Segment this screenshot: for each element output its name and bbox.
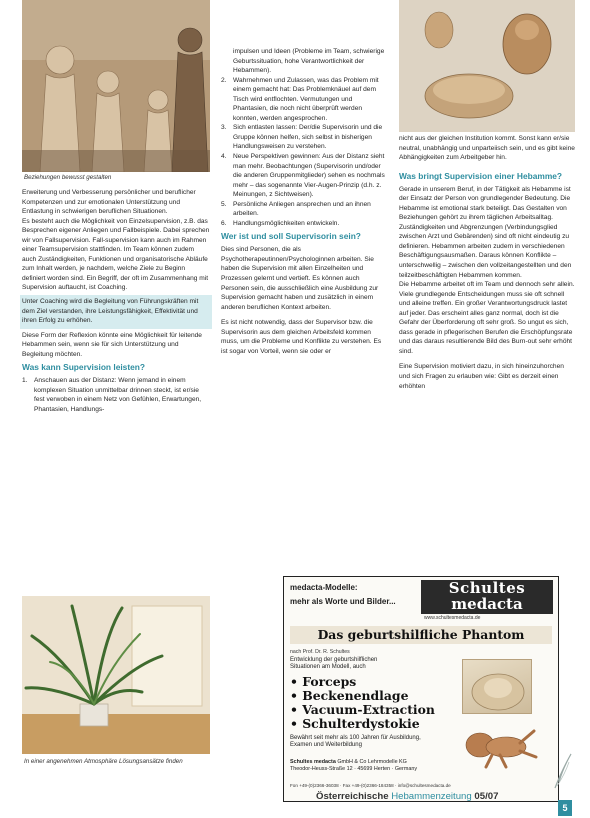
ad-note: Bewährt seit mehr als 100 Jahren für Ausbildung, Examen und Weiterbildung — [290, 735, 421, 749]
paragraph: Es ist nicht notwendig, dass der Supervisor bzw. die Supervisorin aus dem gleichen Arbeitsfeld kommen muss, um die Probleme und Konflikte zu verstehen. Es ist sogar von Vorteil, wenn sie oder er — [221, 319, 382, 355]
paragraph: Es besteht auch die Möglichkeit von Einzelsupervision, z.B. das Besprechen eigener Anliegen und Fallbeispiele. Dabei sprechen wir von Fallsupervision. Fall-supervision kann auch im Rahmen einer Teamsupervision stattfinden. Im Team können zudem auch Zuständigkeiten, Funktionen und organisatorische Abläufe zum Inhalt werden, je nachdem, welche Ziele zu Beginn definiert worden sind. Ein Begriff, der oft im Zusammenhang mit Supervision auftaucht, ist Coaching. — [22, 217, 210, 292]
section-heading: Was kann Supervision leisten? — [22, 362, 146, 373]
ad-feature: • Vacuum-Extraction — [290, 702, 435, 717]
column-right — [399, 134, 575, 391]
ad-author: nach Prof. Dr. R. Schultes — [290, 649, 350, 655]
ad-address: Theodor-Heuss-Straße 12 · 45699 Herten · Germany — [290, 765, 418, 772]
figures-caption: Beziehungen bewusst gestalten — [24, 174, 112, 181]
list-number: 6. — [221, 219, 227, 227]
benefit-list-continued — [221, 76, 387, 229]
paragraph: Dies sind Personen, die als Psychotherapeutinnen/Psychologinnen arbeiten. Sie haben die Supervision mit allen Einzelheiten und Prozessen gelernt und vertieft. Es können auch Personen sein, die ausschließlich eine Ausbildung zur Supervision gemacht haben und zusätzlich in einem anderen beruflichen Kontext arbeiten. — [221, 246, 379, 311]
room-caption: In einer angenehmen Atmosphäre Lösungsansätze finden — [24, 758, 183, 765]
ad-tagline-1: medacta-Modelle: — [290, 583, 358, 592]
list-text: Anschauen aus der Distanz: Wenn jemand in einem komplexen Situation unmittelbar drinnen steckt, ist er/sie fest verwoben in einem Netz von Gefühlen, Erwartungen, Phantasien, Handlungs- — [34, 377, 202, 413]
phantom-model-illustration — [463, 660, 533, 715]
section-heading: Was bringt Supervision einer Hebamme? — [399, 170, 563, 181]
ad-company — [290, 759, 440, 772]
paragraph: Eine Supervision motiviert dazu, in sich hineinzuhorchen und sich Fragen zu erlauben wie: Gibt es derzeit einen erhöhten — [399, 363, 564, 390]
list-item — [221, 76, 387, 124]
schultes-medacta-advertisement[interactable] — [283, 576, 559, 802]
paragraph: nicht aus der gleichen Institution kommt. Sonst kann er/sie neutral, unabhängig und unparteiisch sein, und es gibt keine Abhängigkeiten zum Arbeitgeber hin. — [399, 135, 575, 162]
coaching-highlight-box — [20, 295, 212, 329]
wooden-dolls-photo — [399, 0, 575, 132]
footer-title-1: Österreichische — [316, 791, 392, 802]
baby-doll-illustration — [450, 717, 538, 769]
logo-line-2: medacta — [451, 595, 523, 613]
ad-description: Entwicklung der geburtshilflichen Situationen am Modell, auch — [290, 657, 378, 671]
ad-tagline-2: mehr als Worte und Bilder... — [290, 597, 396, 606]
paragraph: Diese Form der Reflexion könnte eine Möglichkeit für leitende Hebammen sein, wenn sie für sich Unterstützung und Begleitung möchten. — [22, 331, 202, 358]
logo-line-1: Schultes — [448, 579, 526, 597]
ad-company-suffix: GmbH & Co Lehrmodelle KG — [335, 759, 407, 765]
wooden-figures-illustration — [22, 0, 210, 172]
ad-contact: Fon +49-(0)2366-36038 · Fax +49-(0)2366-184358 · info@schultesmedacta.de — [290, 783, 451, 788]
list-text: Sich entlasten lassen: Der/die Supervisorin und die Gruppe können helfen, sich selbst in bisherigen Handlungsweisen zu verstehen. — [233, 124, 383, 151]
column-middle — [221, 47, 387, 356]
section-heading: Wer ist und soll Supervisorin sein? — [221, 231, 361, 242]
list-text: Wahrnehmen und Zulassen, was das Problem mit einem gemacht hat: Das Problemknäuel auf dem Tisch wird entflochten. Vermutungen und Phantasien, die noch nicht überprüft werden konnten, werden angesprochen. — [233, 76, 379, 122]
ad-feature: • Schulterdystokie — [290, 716, 420, 731]
wooden-figures-photo — [22, 0, 210, 172]
footer-issue: 05/07 — [474, 791, 499, 802]
paragraph: impulsen und Ideen (Probleme im Team, schwierige Geburtssituation, hohe Verantwortlichkeit der Hebammen). — [233, 48, 385, 75]
paragraph: Gerade in unserem Beruf, in der Tätigkeit als Hebamme ist der Einsatz der Person von grundlegender Bedeutung. Die Hebamme ist emotional stark beteiligt. Das Gestalten von Beziehungen gehört zu ihrem täglichen Arbeitsalltag. Zuständigkeiten und Abgrenzungen (Verbindungsglied zwischen Arzt und Gebärenden) sind oft nicht eindeutig zu definieren. Hebammen arbeiten zudem in verschiedenen Beschäftigungsausmaßen. Daraus können Konflikte – unterschwellig – zwischen den vollzeitangestellten und den teilzeitbeschäftigten Hebammen kommen. — [399, 185, 572, 279]
list-number: 3. — [221, 124, 227, 132]
ad-feature: • Forceps — [290, 674, 357, 689]
ad-feature: • Beckenendlage — [290, 688, 409, 703]
nesting-dolls-illustration — [399, 0, 575, 132]
list-item — [221, 200, 387, 219]
ad-feature-list — [290, 675, 435, 731]
room-with-plant-illustration — [22, 596, 210, 754]
schultes-medacta-logo — [421, 580, 553, 614]
list-text: Persönliche Anliegen ansprechen und an ihnen arbeiten. — [233, 200, 371, 218]
list-item — [221, 123, 387, 152]
ad-product-title: Das geburtshilfliche Phantom — [290, 626, 552, 644]
feather-icon — [551, 752, 573, 790]
list-number: 2. — [221, 76, 227, 84]
page-number: 5 — [558, 800, 572, 816]
benefit-list — [22, 376, 210, 414]
list-text: Neue Perspektiven gewinnen: Aus der Distanz sieht man mehr. Beobachtungen (Supervisorin und/oder die anderen Gruppenmitglieder) sehen es nochmals mehr – das sogenannte Vier-Augen-Prinzip (d.h. z. Meinungen, z Sichtweisen). — [233, 153, 385, 199]
list-number: 4. — [221, 153, 227, 161]
list-text: Handlungsmöglichkeiten entwickeln. — [233, 219, 340, 227]
list-item — [221, 219, 387, 229]
column-left — [22, 188, 210, 414]
highlight-text: Unter Coaching wird die Begleitung von Führungskräften mit dem Ziel verstanden, ihre Leistungsfähigkeit, Effektivität und ihren Erfolg zu erhöhen. — [22, 298, 199, 325]
footer-title-2: Hebammenzeitung — [391, 791, 475, 802]
list-item — [221, 152, 387, 200]
ad-company-name: Schultes medacta — [290, 759, 336, 765]
baby-doll-image — [450, 717, 538, 769]
list-number: 1. — [22, 377, 28, 385]
paragraph: Die Hebamme arbeitet oft im Team und dennoch sehr allein. Viele grundlegende Entscheidungen muss sie oft schnell und alleine treffen. Ein großer Verantwortungsdruck lastet auf jeder. Das erscheint alles ganz normal, doch ist die Gefahr der Überforderung oft sehr groß. So ungut es sich, dass gerade in pflegerischen Berufen die Erschöpfungsrate und das daraus resultierende Bild des Burn-out sehr erhöht sind. — [399, 281, 575, 355]
phantom-model-image — [462, 659, 532, 714]
list-number: 5. — [221, 200, 227, 208]
ad-website[interactable]: www.schultesmedacta.de — [424, 615, 481, 621]
list-item — [22, 376, 210, 414]
magazine-footer — [316, 791, 498, 802]
plant-room-photo — [22, 596, 210, 754]
paragraph: Erweiterung und Verbesserung persönlicher und beruflicher Kompetenzen und zur emotionalen Unterstützung und Entlastung in schwierigen beruflichen Situationen. — [22, 189, 196, 216]
